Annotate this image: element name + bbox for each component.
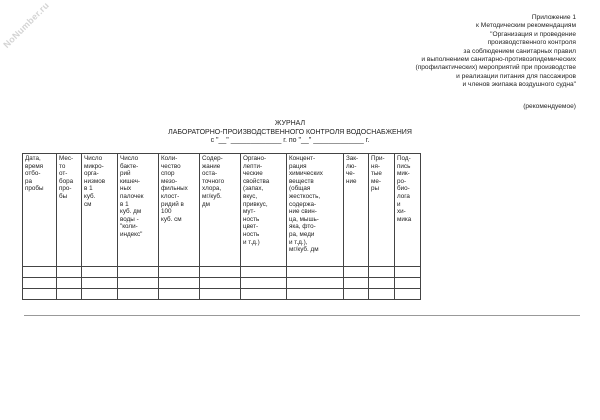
table-cell	[159, 289, 200, 300]
table-cell	[200, 289, 241, 300]
column-header: Под- пись мик- ро- био- лога и хи- мика	[395, 154, 421, 267]
table-cell	[395, 289, 421, 300]
table-cell	[82, 289, 118, 300]
table-cell	[287, 267, 344, 278]
appendix-line: к Методическим рекомендациям	[476, 22, 576, 30]
table-cell	[241, 278, 287, 289]
table-row	[23, 289, 421, 300]
table-cell	[23, 289, 57, 300]
table-cell	[57, 289, 82, 300]
table-cell	[395, 278, 421, 289]
table-header-row	[23, 154, 421, 267]
document-title	[0, 120, 600, 146]
table-cell	[118, 278, 159, 289]
table-cell	[344, 278, 369, 289]
table-cell	[57, 267, 82, 278]
page-divider	[24, 315, 580, 316]
appendix-line: производственного контроля	[487, 39, 576, 47]
appendix-line: Приложение 1	[531, 14, 576, 21]
table-cell	[159, 278, 200, 289]
table-cell	[241, 289, 287, 300]
table-cell	[241, 267, 287, 278]
table-row	[23, 267, 421, 278]
table-cell	[369, 267, 395, 278]
column-header: Мес- то от- бора про- бы	[57, 154, 82, 267]
table-cell	[287, 278, 344, 289]
column-header: Органо- лепти- ческие свойства (запах, вкус, привкус, мут- ность цвет- ность и т.д.)	[241, 154, 287, 267]
table-cell	[159, 267, 200, 278]
table-cell	[82, 278, 118, 289]
journal-table	[22, 153, 421, 300]
column-header: Содер- жание оста- точного хлора, мг/куб. дм	[200, 154, 241, 267]
table-cell	[344, 267, 369, 278]
appendix-line: (профилактических) мероприятий при производстве	[415, 64, 576, 72]
column-header: Коли- чество спор мезо- фильных клост- ридий в 100 куб. см	[159, 154, 200, 267]
table-cell	[369, 289, 395, 300]
table-cell	[23, 267, 57, 278]
column-header: Число микро- орга- низмов в 1 куб. см	[82, 154, 118, 267]
appendix-line: и членов экипажа воздушного судна"	[462, 81, 576, 89]
table-cell	[344, 289, 369, 300]
title-subject: ЛАБОРАТОРНО-ПРОИЗВОДСТВЕННОГО КОНТРОЛЯ ВОДОСНАБЖЕНИЯ	[168, 128, 412, 136]
appendix-header	[416, 14, 577, 90]
table-cell	[200, 267, 241, 278]
table-row	[23, 278, 421, 289]
table-cell	[287, 289, 344, 300]
appendix-status: (рекомендуемое)	[523, 103, 576, 110]
table-cell	[118, 267, 159, 278]
column-header: Дата, время отбо- ра пробы	[23, 154, 57, 267]
appendix-line: и реализации питания для пассажиров	[456, 72, 576, 80]
watermark: NoNumber.ru	[1, 0, 52, 50]
column-header: Число бакте- рий кишеч- ных палочек в 1 куб. дм воды - "коли- индекс"	[118, 154, 159, 267]
appendix-line: "Организация и проведение	[490, 30, 576, 38]
appendix-line: и выполнением санитарно-противоэпидемических	[421, 56, 576, 64]
column-header: Зак- лю- че- ние	[344, 154, 369, 267]
appendix-line: за соблюдением санитарных правил	[463, 47, 576, 55]
column-header: Концент- рация химических веществ (общая жесткость, содержа- ние свин- ца, мышь- яка, фто- ра, меди и т.д.), мг/куб. дм	[287, 154, 344, 267]
table-cell	[395, 267, 421, 278]
column-header: При- ня- тые ме- ры	[369, 154, 395, 267]
table-cell	[82, 267, 118, 278]
table-cell	[118, 289, 159, 300]
table-cell	[369, 278, 395, 289]
title-period: с "__" _____________ г. по "__" _____________ г.	[210, 137, 370, 144]
title-journal: ЖУРНАЛ	[274, 120, 306, 127]
table-cell	[200, 278, 241, 289]
table-cell	[57, 278, 82, 289]
table-cell	[23, 278, 57, 289]
